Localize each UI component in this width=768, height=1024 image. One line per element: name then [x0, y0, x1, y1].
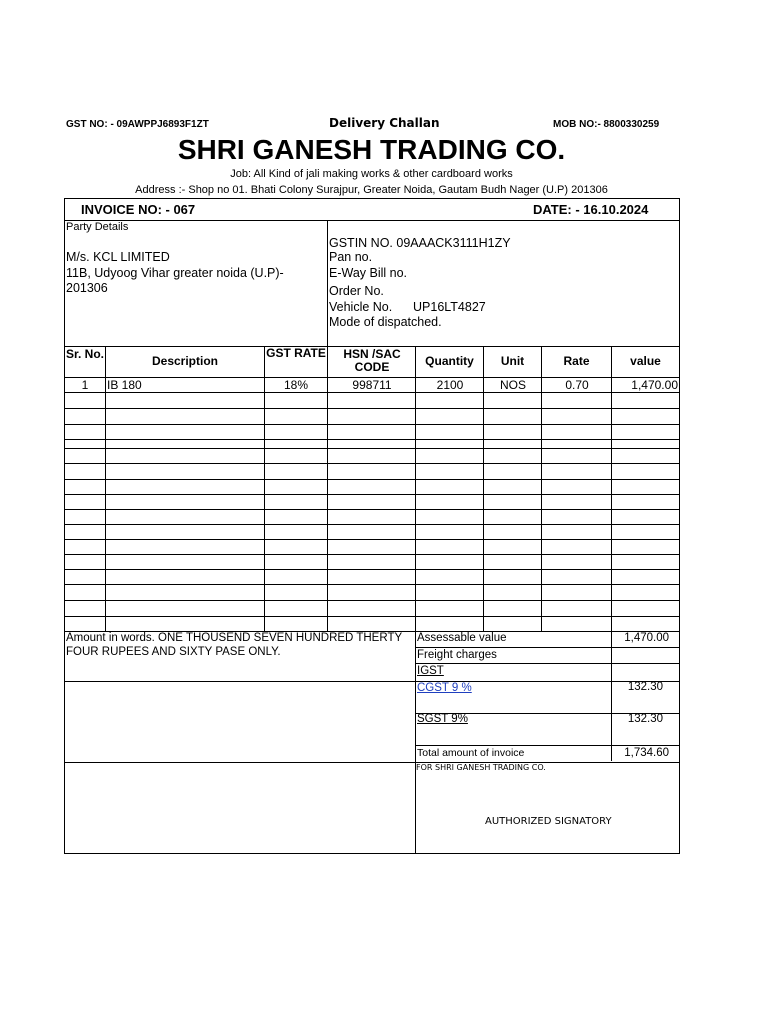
col-header-unit: Unit [500, 354, 525, 368]
grid-line [415, 346, 416, 631]
col-header-gst-rate: GST RATE [266, 346, 326, 360]
grid-line [264, 346, 265, 631]
vehicle-number: UP16LT4827 [413, 300, 486, 314]
col-header-quantity: Quantity [425, 354, 474, 368]
party-gstin: GSTIN NO. 09AAACK3111H1ZY [329, 236, 511, 250]
grid-line [415, 745, 680, 746]
total-value: 1,734.60 [624, 747, 669, 759]
total-label: Total amount of invoice [417, 747, 525, 759]
grid-line [64, 392, 680, 393]
party-details-label: Party Details [66, 221, 129, 233]
row-1-hsn: 998711 [352, 378, 392, 392]
grid-line [64, 463, 680, 464]
grid-line [611, 346, 612, 631]
party-order-no: Order No. [329, 284, 384, 298]
grid-line [64, 616, 680, 617]
divider [327, 220, 328, 347]
party-eway-bill: E-Way Bill no. [329, 266, 408, 280]
grid-line [64, 762, 680, 763]
col-header-value: value [630, 354, 661, 368]
grid-line [64, 524, 680, 525]
vehicle-label: Vehicle No. [329, 300, 393, 314]
grid-line [64, 408, 680, 409]
grid-line [64, 569, 680, 570]
assessable-value: 1,470.00 [624, 632, 669, 644]
freight-label: Freight charges [417, 649, 497, 661]
col-header-hsn: HSN /SAC CODE [343, 347, 401, 374]
grid-line [64, 479, 680, 480]
grid-line [415, 663, 680, 664]
grid-line [64, 448, 680, 449]
grid-line [64, 439, 680, 440]
row-1-sr: 1 [81, 378, 89, 392]
grid-line [64, 554, 680, 555]
invoice-date: DATE: - 16.10.2024 [533, 202, 649, 217]
job-description: Job: All Kind of jali making works & other cardboard works [230, 168, 513, 180]
grid-line [64, 600, 680, 601]
col-header-description: Description [151, 354, 218, 368]
grid-line [64, 539, 680, 540]
row-1-value: 1,470.00 [631, 378, 678, 392]
grid-line [541, 346, 542, 631]
grid-line [483, 346, 484, 631]
gst-number: GST NO: - 09AWPPJ6893F1ZT [66, 119, 209, 130]
amount-in-words: Amount in words. ONE THOUSEND SEVEN HUNDRED THERTY FOUR RUPEES AND SIXTY PASE ONLY. [66, 632, 402, 658]
sgst-value: 132.30 [627, 713, 663, 725]
cgst-label: CGST 9 % [417, 682, 472, 694]
cgst-value: 132.30 [627, 681, 663, 693]
for-company-label: FOR SHRI GANESH TRADING CO. [416, 763, 546, 772]
sgst-label: SGST 9% [417, 713, 468, 725]
assessable-label: Assessable value [417, 632, 507, 644]
grid-line [105, 346, 106, 631]
grid-line [415, 631, 416, 853]
igst-label: IGST [417, 665, 444, 677]
grid-line [64, 681, 680, 682]
grid-line [64, 509, 680, 510]
dispatch-mode: Mode of dispatched. [329, 315, 442, 329]
col-header-sr: Sr. No. [65, 347, 104, 361]
authorized-signatory: AUTHORIZED SIGNATORY [485, 816, 612, 827]
grid-line [64, 494, 680, 495]
grid-line [64, 584, 680, 585]
row-1-unit: NOS [499, 378, 526, 392]
document-type: Delivery Challan [329, 116, 440, 130]
party-pan: Pan no. [329, 250, 373, 264]
divider [64, 220, 680, 221]
party-address-line2: 201306 [66, 281, 108, 295]
grid-line [327, 346, 328, 631]
grid-line [64, 424, 680, 425]
grid-line [611, 631, 612, 761]
row-1-gst-rate: 18% [283, 378, 309, 392]
company-address: Address :- Shop no 01. Bhati Colony Surajpur, Greater Noida, Gautam Budh Nager (U.P) 201306 [135, 184, 608, 196]
col-header-rate: Rate [563, 354, 590, 368]
row-1-quantity: 2100 [436, 378, 464, 392]
company-name: SHRI GANESH TRADING CO. [177, 134, 566, 165]
row-1-rate: 0.70 [565, 378, 589, 392]
party-name: M/s. KCL LIMITED [66, 250, 170, 264]
mobile-number: MOB NO:- 8800330259 [553, 119, 660, 130]
grid-line [64, 377, 680, 378]
party-address-line1: 11B, Udyoog Vihar greater noida (U.P)- [66, 266, 284, 280]
row-1-description: IB 180 [107, 378, 142, 392]
invoice-number: INVOICE NO: - 067 [81, 202, 196, 217]
grid-line [415, 647, 680, 648]
